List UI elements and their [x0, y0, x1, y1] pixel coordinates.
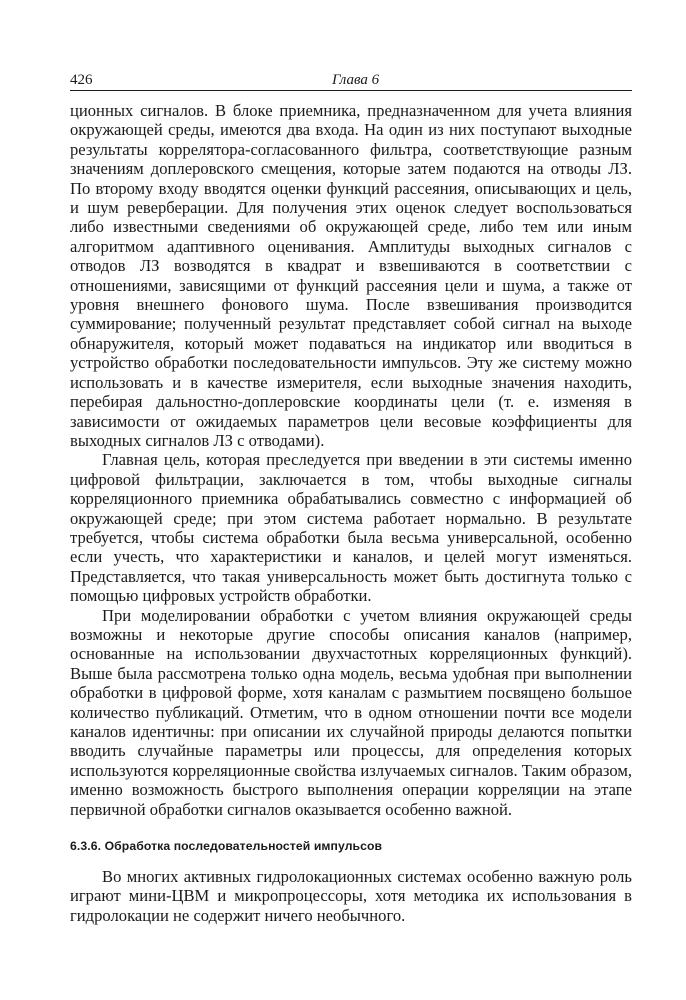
section-heading: 6.3.6. Обработка последовательностей импульсов: [70, 839, 383, 854]
book-page: [70, 62, 632, 925]
paragraph: Главная цель, которая преследуется при введении в эти системы именно цифровой фильтрации, заключается в том, чтобы выходные сигналы корреляционного приемника обрабатывались совместно с информацией об окружающей среде; при этом система работает нормально. В результате требуется, чтобы система обработки была весьма универсальной, особенно если учесть, что характеристики и каналов, и целей могут изменяться. Представляется, что такая универсальность может быть достигнута только с помощью цифровых устройств обработки.: [70, 450, 632, 606]
section-paragraph: Во многих активных гидролокационных системах особенно важную роль играют мини-ЦВМ и микропроцессоры, хотя методика их использования в гидролокации не содержит ничего необычного.: [70, 867, 632, 925]
paragraph-continued: ционных сигналов. В блоке приемника, предназначенном для учета влияния окружающей среды, имеются два входа. На один из них поступают выходные результаты коррелятора-согласованного фильтра, соответствующие разным значениям доплеровского смещения, которые затем подаются на отводы ЛЗ. По второму входу вводятся оценки функций рассеяния, описывающих и цель, и шум реверберации. Для получения этих оценок следует воспользоваться либо известными сведениями об окружающей среде, либо тем или иным алгоритмом адаптивного оценивания. Амплитуды выходных сигналов с отводов ЛЗ возводятся в квадрат и взвешиваются в соответствии с отношениями, зависящими от функций рассеяния цели и шума, а также от уровня внешнего фонового шума. После взвешивания производится суммирование; полученный результат представляет собой сигнал на выходе обнаружителя, который может подаваться на индикатор или вводиться в устройство обработки последовательности импульсов. Эту же систему можно использовать и в качестве измерителя, если выходные значения находить, перебирая дальностно-доплеровские координаты цели (т. е. изменяя в зависимости от ожидаемых параметров цели весовые коэффициенты для выходных сигналов ЛЗ с отводами).: [70, 101, 632, 450]
paragraph: При моделировании обработки с учетом влияния окружающей среды возможны и некоторые другие способы описания каналов (например, основанные на использовании двухчастотных корреляционных функций). Выше была рассмотрена только одна модель, весьма удобная при выполнении обработки в цифровой форме, хотя каналам с размытием посвящено большое количество публикаций. Отметим, что в одном отношении почти все модели каналов идентичны: при описании их случайной природы делаются попытки вводить случайные параметры или процессы, для определения которых используются корреляционные свойства излучаемых сигналов. Таким образом, именно возможность быстрого выполнения операции корреляции на этапе первичной обработки сигналов оказывается особенно важной.: [70, 605, 632, 819]
page-header: [70, 62, 632, 91]
page-number: 426: [70, 72, 93, 88]
running-head: Глава 6: [332, 72, 380, 88]
body-text: [70, 101, 632, 925]
